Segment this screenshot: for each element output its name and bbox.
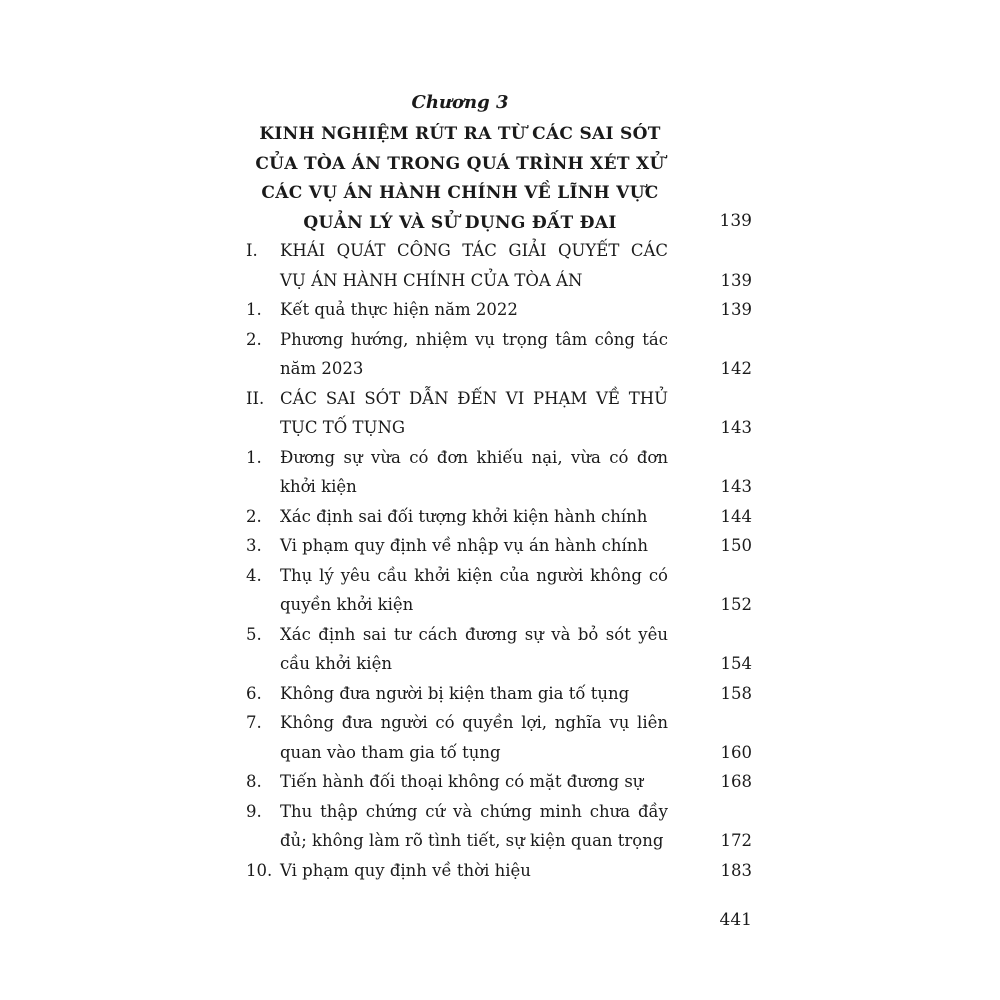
toc-entry-title-line: CÁC SAI SÓT DẪN ĐẾN VI PHẠM VỀ THỦ <box>280 388 668 408</box>
toc-entry-title <box>280 325 668 384</box>
toc-entry-title-line: Phương hướng, nhiệm vụ trọng tâm công tác <box>280 329 668 349</box>
toc-entry <box>0 561 1000 620</box>
toc-entry-number: II. <box>246 388 265 408</box>
toc-entry-page-number: 172 <box>720 831 752 850</box>
toc-entry-title <box>280 502 668 532</box>
toc-entry-title <box>280 856 668 886</box>
toc-entry <box>0 236 1000 295</box>
toc-entry-page-number: 143 <box>720 418 752 437</box>
toc-entry-number: 3. <box>246 536 262 555</box>
toc-entry <box>0 384 1000 443</box>
toc-entry-title-line: Thu thập chứng cứ và chứng minh chưa đầy <box>280 801 668 821</box>
toc-entry-title <box>280 620 668 679</box>
chapter-page-number: 139 <box>719 211 752 231</box>
toc-entry-title <box>280 443 668 502</box>
toc-entry-page-number: 144 <box>720 506 752 526</box>
toc-entry-number: 1. <box>246 447 262 467</box>
toc-entry-page-number: 142 <box>720 359 752 378</box>
toc-entry-title-line: TỤC TỐ TỤNG <box>280 418 406 437</box>
toc-entry <box>0 679 1000 709</box>
toc-entry <box>0 856 1000 886</box>
toc-entry-title <box>280 797 668 856</box>
toc-entry-title <box>280 708 668 767</box>
toc-entry-title-line: Xác định sai tư cách đương sự và bỏ sót yêu <box>280 624 668 644</box>
toc-entry-title-line: Tiến hành đối thoại không có mặt đương sự <box>280 772 644 791</box>
toc-entry <box>0 797 1000 856</box>
toc-entry-title <box>280 679 668 709</box>
toc-entry-number: I. <box>246 241 258 260</box>
toc-entry-title <box>280 531 668 561</box>
toc-entry-number: 6. <box>246 683 262 703</box>
toc-entry-page-number: 158 <box>720 683 752 703</box>
toc-entry-page-number: 150 <box>720 536 752 555</box>
chapter-title <box>250 120 670 238</box>
toc-entry-title-line: Đương sự vừa có đơn khiếu nại, vừa có đơn <box>280 447 668 467</box>
toc-entry-number: 2. <box>246 506 262 526</box>
toc-entry-title <box>280 384 668 443</box>
toc-entry-title-line: KHÁI QUÁT CÔNG TÁC GIẢI QUYẾT CÁC <box>280 241 668 260</box>
toc-entry <box>0 295 1000 325</box>
toc-entry-page-number: 139 <box>720 300 752 319</box>
toc-entry-title <box>280 767 668 797</box>
toc-entry <box>0 531 1000 561</box>
toc-entry-title <box>280 236 668 295</box>
toc-entry-page-number: 183 <box>720 860 752 880</box>
chapter-title-line: KINH NGHIỆM RÚT RA TỪ CÁC SAI SÓT <box>259 124 661 144</box>
chapter-title-line: CỦA TÒA ÁN TRONG QUÁ TRÌNH XÉT XỬ <box>255 153 665 174</box>
toc-entry-title-line: Vi phạm quy định về thời hiệu <box>280 860 531 880</box>
toc-entry-title-line: Thụ lý yêu cầu khởi kiện của người không có <box>280 565 668 585</box>
toc-entry-page-number: 154 <box>720 654 752 673</box>
toc-entry-title-line: khởi kiện <box>280 477 357 496</box>
toc-entry-title-line: Vi phạm quy định về nhập vụ án hành chính <box>280 536 649 555</box>
page-folio: 441 <box>719 910 752 930</box>
toc-entry-title-line: Xác định sai đối tượng khởi kiện hành chính <box>280 506 648 526</box>
toc-entry-title-line: Không đưa người bị kiện tham gia tố tụng <box>280 683 630 703</box>
toc-entry-page-number: 143 <box>720 477 752 496</box>
toc-entry-page-number: 160 <box>720 742 752 762</box>
toc-entry-number: 10. <box>246 860 273 880</box>
toc-entry-number: 7. <box>246 713 262 732</box>
toc-entry <box>0 620 1000 679</box>
toc-entry-number: 2. <box>246 329 262 349</box>
toc-entry-title-line: quan vào tham gia tố tụng <box>280 742 501 762</box>
chapter-title-line: CÁC VỤ ÁN HÀNH CHÍNH VỀ LĨNH VỰC <box>261 183 659 203</box>
toc-entry <box>0 767 1000 797</box>
toc-entry-page-number: 152 <box>720 595 752 614</box>
toc-entry <box>0 325 1000 384</box>
toc-entry-page-number: 168 <box>720 772 752 791</box>
toc-entry-number: 5. <box>246 624 262 644</box>
chapter-label: Chương 3 <box>411 92 509 113</box>
chapter-title-line: QUẢN LÝ VÀ SỬ DỤNG ĐẤT ĐAI <box>303 212 617 233</box>
toc-entry-title-line: đủ; không làm rõ tình tiết, sự kiện quan trọng <box>280 831 664 850</box>
toc-entry-title-line: VỤ ÁN HÀNH CHÍNH CỦA TÒA ÁN <box>280 270 583 290</box>
table-of-contents <box>0 236 1000 885</box>
toc-entry <box>0 443 1000 502</box>
toc-entry-title-line: năm 2023 <box>280 359 364 378</box>
toc-entry-title-line: cầu khởi kiện <box>280 654 392 673</box>
toc-entry-title <box>280 295 668 325</box>
toc-entry-title <box>280 561 668 620</box>
toc-entry-number: 1. <box>246 300 262 319</box>
toc-entry-title-line: Kết quả thực hiện năm 2022 <box>280 300 518 319</box>
toc-entry-number: 8. <box>246 772 262 791</box>
toc-entry-number: 4. <box>246 565 262 585</box>
toc-entry-page-number: 139 <box>720 270 752 290</box>
toc-entry-title-line: Không đưa người có quyền lợi, nghĩa vụ liên <box>280 713 668 732</box>
toc-entry <box>0 708 1000 767</box>
toc-entry-title-line: quyền khởi kiện <box>280 595 414 614</box>
toc-entry-number: 9. <box>246 801 262 821</box>
toc-entry <box>0 502 1000 532</box>
